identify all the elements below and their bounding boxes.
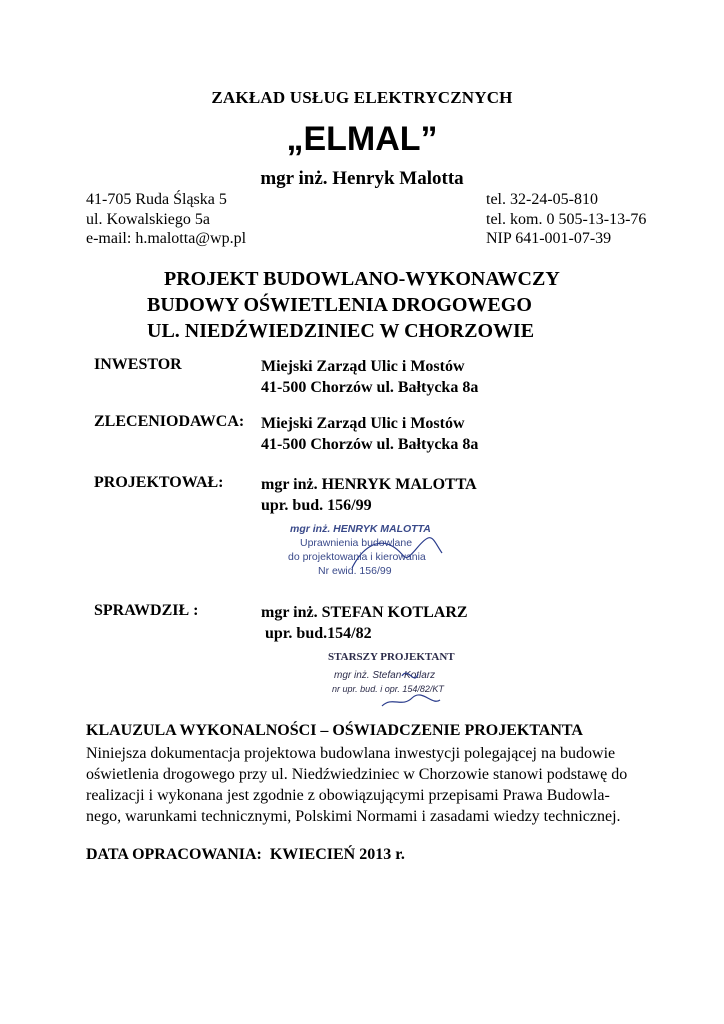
investor-address: 41-500 Chorzów ul. Bałtycka 8a: [261, 379, 479, 396]
clause-line: Niniejsza dokumentacja projektowa budowlana inwestycji polegającej na budowie: [86, 745, 616, 762]
date-value: KWIECIEŃ 2013 r.: [269, 846, 405, 863]
designer-value: [261, 474, 477, 516]
investor-name: Miejski Zarząd Ulic i Mostów: [261, 358, 465, 375]
designer-stamp: [282, 518, 462, 590]
brand-name: „ELMAL”: [286, 120, 438, 158]
project-title-line2: BUDOWY OŚWIETLENIA DROGOWEGO: [147, 294, 532, 316]
address-line2: ul. Kowalskiego 5a: [86, 210, 210, 228]
checker-value: [261, 602, 468, 644]
checker-label: SPRAWDZIŁ :: [94, 602, 199, 619]
email: e-mail: h.malotta@wp.pl: [86, 230, 247, 247]
client-address: 41-500 Chorzów ul. Bałtycka 8a: [261, 436, 479, 453]
date-line: [86, 846, 405, 864]
designer-stamp-line1: mgr inż. HENRYK MALOTTA: [290, 523, 431, 535]
mobile-phone: tel. kom. 0 505-13-13-76: [486, 210, 647, 228]
designer-label: PROJEKTOWAŁ:: [94, 474, 224, 491]
date-label: DATA OPRACOWANIA:: [86, 846, 262, 863]
designer-stamp-line3: do projektowania i kierowania: [288, 551, 426, 563]
checker-stamp-line2: mgr inż. Stefan Kotlarz: [334, 670, 436, 681]
project-title-line1: PROJEKT BUDOWLANO-WYKONAWCZY: [164, 268, 560, 290]
checker-name: mgr inż. STEFAN KOTLARZ: [261, 604, 468, 621]
investor-value: [261, 356, 478, 398]
project-title-line3: UL. NIEDŹWIEDZINIEC W CHORZOWIE: [147, 320, 535, 342]
designer-stamp-line4: Nr ewid. 156/99: [318, 565, 392, 577]
client-name: Miejski Zarząd Ulic i Mostów: [261, 415, 465, 432]
address-block: [86, 190, 246, 249]
clause-line: realizacji i wykonana jest zgodnie z obowiązującymi przepisami Prawa Budowla-: [86, 787, 610, 804]
clause-line: nego, warunkami technicznymi, Polskimi Normami i zasadami wiedzy technicznej.: [86, 808, 621, 825]
address-street: 41-705 Ruda Śląska 5: [86, 191, 227, 208]
tax-id: NIP 641-001-07-39: [486, 230, 612, 247]
checker-stamp-line1: STARSZY PROJEKTANT: [328, 651, 455, 663]
owner-name: mgr inż. Henryk Malotta: [260, 168, 464, 189]
clause-text: [86, 743, 686, 827]
investor-label: INWESTOR: [94, 356, 182, 373]
clause-heading: KLAUZULA WYKONALNOŚCI – OŚWIADCZENIE PROJEKTANTA: [86, 722, 583, 739]
contact-block: [486, 190, 646, 249]
company-name: ZAKŁAD USŁUG ELEKTRYCZNYCH: [211, 88, 513, 107]
designer-stamp-line2: Uprawnienia budowlane: [300, 537, 413, 549]
client-value: [261, 413, 478, 455]
clause-line: oświetlenia drogowego przy ul. Niedźwiedziniec w Chorzowie stanowi podstawę do: [86, 766, 628, 783]
phone: tel. 32-24-05-810: [486, 191, 598, 208]
client-label: ZLECENIODAWCA:: [94, 413, 245, 430]
checker-license: upr. bud.154/82: [265, 625, 372, 642]
checker-stamp: [322, 646, 472, 712]
checker-stamp-line3: nr upr. bud. i opr. 154/82/KT: [332, 684, 444, 694]
designer-name: mgr inż. HENRYK MALOTTA: [261, 476, 477, 493]
designer-license: upr. bud. 156/99: [261, 497, 372, 514]
